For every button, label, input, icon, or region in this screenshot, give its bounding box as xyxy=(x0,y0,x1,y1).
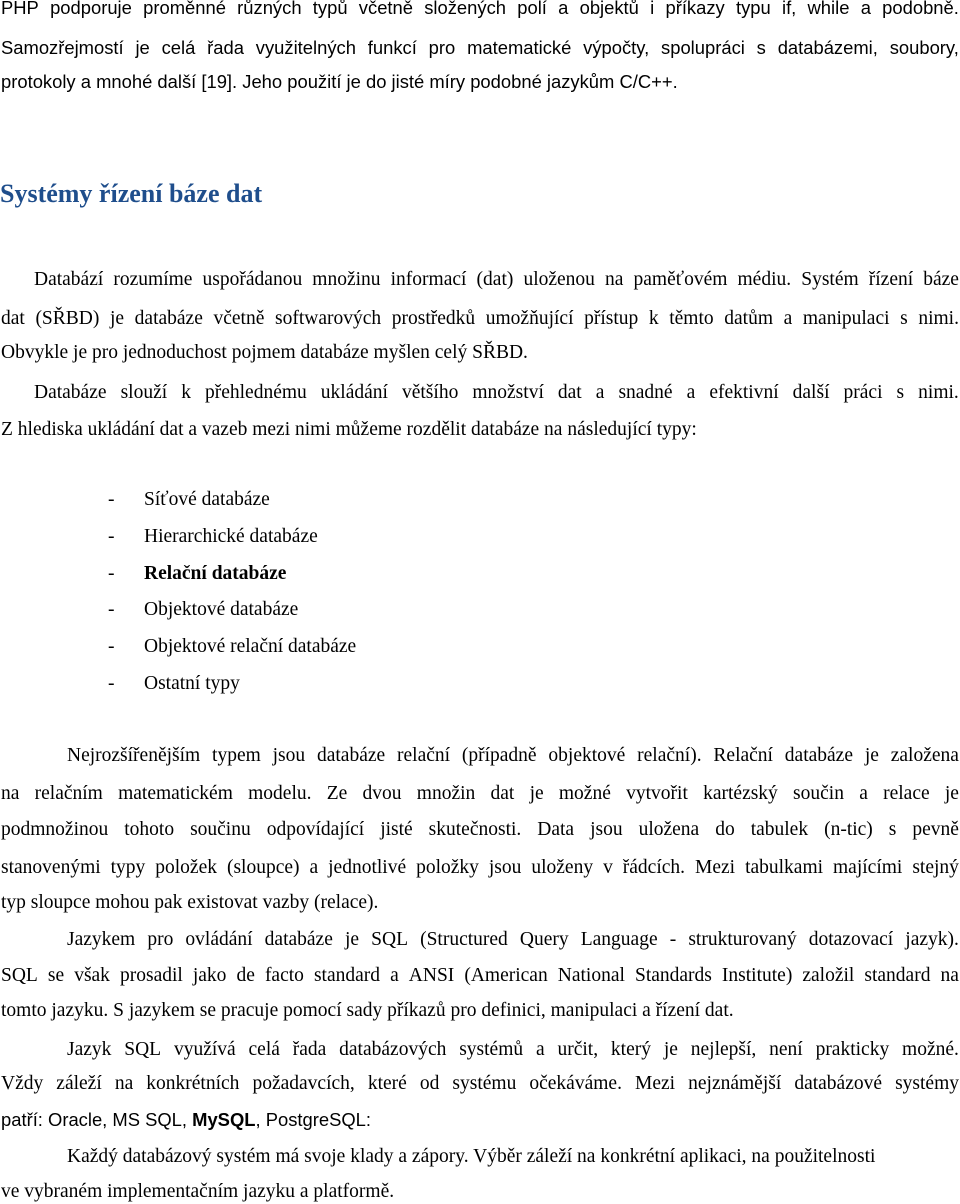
word: soubory, xyxy=(889,37,959,58)
word: očekáváme. xyxy=(529,1073,622,1094)
word: jsou xyxy=(272,745,306,766)
word: celá xyxy=(161,37,196,58)
para3-line-2 xyxy=(1,964,959,988)
word: Mezi xyxy=(635,1073,676,1094)
word: ukládání xyxy=(320,382,388,403)
para2-line-3 xyxy=(1,818,959,842)
word: prosadil xyxy=(119,965,183,986)
list-item-object xyxy=(108,598,298,622)
list-item-hierarchical xyxy=(108,525,318,549)
word: uspořádanou xyxy=(202,269,303,290)
word: relačním xyxy=(34,783,103,804)
word: záleží xyxy=(56,1073,102,1094)
para4-line-1 xyxy=(67,1038,959,1062)
word: tabulkami xyxy=(745,857,824,878)
word: není xyxy=(769,1039,803,1060)
list-item-relational xyxy=(108,562,286,586)
word: množinu xyxy=(312,269,381,290)
list-item-label: Objektové relační databáze xyxy=(144,636,357,657)
word: ANSI xyxy=(408,965,455,986)
word: jisté xyxy=(380,819,413,840)
word: stejný xyxy=(912,857,959,878)
word: datům xyxy=(724,308,774,329)
word: množství xyxy=(472,382,544,403)
word: využitelných xyxy=(255,37,356,58)
list-dash: - xyxy=(108,489,115,510)
word: databáze xyxy=(134,308,203,329)
word: systému xyxy=(452,1073,517,1094)
word: využívá xyxy=(173,1039,236,1060)
word: standard xyxy=(313,965,381,986)
list-dash: - xyxy=(108,673,115,694)
word: matematické xyxy=(467,37,572,58)
word: je xyxy=(344,929,360,950)
word: množin xyxy=(416,783,476,804)
word: objektové xyxy=(548,745,626,766)
list-item-other xyxy=(108,672,240,696)
word: těmto xyxy=(669,308,714,329)
para1-line-4 xyxy=(34,381,959,405)
word: systémy xyxy=(895,1073,959,1094)
word: vytvořit xyxy=(626,783,688,804)
word: Relační xyxy=(713,745,773,766)
word: (SŘBD) xyxy=(35,308,100,329)
word: položky xyxy=(416,857,479,878)
word: softwarových xyxy=(274,308,382,329)
word: požadavcích, xyxy=(252,1073,355,1094)
word: podporuje xyxy=(50,0,132,18)
word: (sloupce) xyxy=(226,857,300,878)
word: s xyxy=(900,308,908,329)
word: konkrétních xyxy=(146,1073,240,1094)
word: médiu. xyxy=(737,269,792,290)
para4-line-3 xyxy=(1,1108,959,1133)
word: - xyxy=(669,929,677,950)
word: je xyxy=(944,783,959,804)
word: SQL xyxy=(1,965,38,986)
word: (případně xyxy=(461,745,537,766)
word: matematickém xyxy=(118,783,233,804)
word: je xyxy=(529,783,544,804)
word: a xyxy=(558,0,569,18)
word: určit, xyxy=(557,1039,599,1060)
word: které xyxy=(367,1073,407,1094)
word: Data xyxy=(537,819,575,840)
word: typem xyxy=(212,745,261,766)
word: databázové xyxy=(794,1073,883,1094)
list-dash: - xyxy=(108,636,115,657)
word: příkazy xyxy=(665,0,725,18)
db-system-mysql: MySQL xyxy=(192,1109,256,1130)
word: (Structured xyxy=(420,929,508,950)
word: se xyxy=(47,965,65,986)
word: a xyxy=(390,965,399,986)
word: i xyxy=(650,0,655,18)
word: uloženou xyxy=(523,269,595,290)
word: pevně xyxy=(912,819,959,840)
word: Jazykem xyxy=(67,929,136,950)
para2-line-2 xyxy=(1,782,959,806)
list-item-object-relational xyxy=(108,635,356,659)
word: databáze xyxy=(316,745,386,766)
word: řada xyxy=(207,37,244,58)
word: včetně xyxy=(358,0,413,18)
word: databáze xyxy=(264,929,333,950)
intro-line-2 xyxy=(1,36,959,60)
word: spolupráci xyxy=(661,37,745,58)
word: přístup xyxy=(584,308,639,329)
word: s xyxy=(756,37,766,58)
intro-line-1 xyxy=(1,0,959,20)
word: informací xyxy=(390,269,467,290)
word: slouží xyxy=(120,382,168,403)
word: Ze xyxy=(326,783,348,804)
word: přehlednému xyxy=(204,382,307,403)
word: relační xyxy=(397,745,451,766)
word: majícími xyxy=(833,857,903,878)
list-item-label: Hierarchické databáze xyxy=(144,526,318,547)
para1-line-1 xyxy=(34,268,959,292)
word: tabulek xyxy=(750,819,809,840)
word: Databáze xyxy=(34,382,107,403)
word: a xyxy=(859,783,868,804)
word: Standards xyxy=(634,965,712,986)
word: Systém xyxy=(801,269,859,290)
word: založil xyxy=(802,965,855,986)
word: prostředků xyxy=(391,308,476,329)
word: podmnožinou xyxy=(1,819,109,840)
word: (dat) xyxy=(476,269,514,290)
word: různých xyxy=(237,0,302,18)
word: efektivní xyxy=(709,382,779,403)
word: řádcích. xyxy=(622,857,686,878)
word: výpočty, xyxy=(583,37,650,58)
word: dat xyxy=(557,382,582,403)
word: Institute) xyxy=(721,965,793,986)
word: a xyxy=(309,857,319,878)
word: strukturovaný xyxy=(688,929,797,950)
word: na xyxy=(114,1073,134,1094)
word: Query xyxy=(519,929,569,950)
word: databázemi, xyxy=(777,37,878,58)
word: relační). xyxy=(637,745,702,766)
word: a xyxy=(783,308,793,329)
word: řízení xyxy=(868,269,914,290)
word: Jazyk xyxy=(67,1039,112,1060)
word: podobně. xyxy=(882,0,959,18)
word: tohoto xyxy=(124,819,175,840)
word: k xyxy=(648,308,659,329)
word: funkcí xyxy=(367,37,417,58)
word: většího xyxy=(401,382,459,403)
word: typy xyxy=(110,857,146,878)
word: umožňující xyxy=(485,308,574,329)
word: je xyxy=(109,308,125,329)
word: k xyxy=(181,382,191,403)
para5-line-1: Každý databázový systém má svoje klady a zápory. Výběr záleží na konkrétní aplikaci, na použitelnosti xyxy=(67,1146,876,1167)
word: nejznámější xyxy=(688,1073,782,1094)
word: na xyxy=(1,783,20,804)
word: odpovídající xyxy=(266,819,365,840)
para5-line-2: ve vybraném implementačním jazyku a platformě. xyxy=(1,1181,395,1202)
word: však xyxy=(74,965,110,986)
word: SQL xyxy=(124,1039,162,1060)
word: je xyxy=(135,37,150,58)
word: systémů xyxy=(459,1039,524,1060)
section-heading: Systémy řízení báze dat xyxy=(0,179,263,208)
word: Mezi xyxy=(695,857,736,878)
word: práci xyxy=(843,382,883,403)
word: a xyxy=(860,0,871,18)
word: (n-tic) xyxy=(824,819,873,840)
word: s xyxy=(888,819,897,840)
word: rozumíme xyxy=(113,269,193,290)
word: dotazovací xyxy=(808,929,894,950)
list-item-network xyxy=(108,488,270,512)
word: kartézský xyxy=(703,783,778,804)
word: SQL xyxy=(371,929,408,950)
word: položek xyxy=(155,857,217,878)
word: if, xyxy=(781,0,797,18)
db-systems-prefix: patří: Oracle, MS SQL, xyxy=(1,1109,193,1130)
para2-line-4 xyxy=(1,856,959,880)
para4-line-2 xyxy=(1,1072,959,1096)
word: relace xyxy=(883,783,930,804)
word: Nejrozšířenějším xyxy=(67,745,201,766)
list-dash: - xyxy=(108,599,115,620)
word: součin xyxy=(793,783,844,804)
list-item-label: Síťové databáze xyxy=(144,489,270,510)
word: modelu. xyxy=(248,783,312,804)
word: paměťovém xyxy=(633,269,728,290)
word: polí xyxy=(517,0,547,18)
word: složených xyxy=(424,0,506,18)
word: Language xyxy=(580,929,658,950)
word: s xyxy=(896,382,905,403)
list-item-label: Ostatní typy xyxy=(144,673,240,694)
word: možné. xyxy=(902,1039,959,1060)
word: proměnné xyxy=(143,0,226,18)
word: nejlepší, xyxy=(690,1039,757,1060)
para2-line-5: typ sloupce mohou pak existovat vazby (relace). xyxy=(1,892,379,913)
word: součinu xyxy=(190,819,251,840)
word: jsou xyxy=(590,819,623,840)
word: jako xyxy=(192,965,227,986)
intro-line-3: protokoly a mnohé další [19]. Jeho použití je do jisté míry podobné jazykům C/C++. xyxy=(1,71,678,92)
word: který xyxy=(610,1039,651,1060)
para1-line-3: Obvykle je pro jednoduchost pojmem databáze myšlen celý SŘBD. xyxy=(1,342,528,363)
para3-line-3: tomto jazyku. S jazykem se pracuje pomocí sady příkazů pro definici, manipulaci a řízení dat. xyxy=(1,1000,734,1021)
word: pro xyxy=(428,37,456,58)
word: objektů xyxy=(579,0,639,18)
word: a xyxy=(535,1039,545,1060)
word: od xyxy=(419,1073,440,1094)
word: snadné xyxy=(618,382,673,403)
db-systems-suffix: , PostgreSQL: xyxy=(255,1109,371,1130)
word: a xyxy=(595,382,605,403)
word: manipulaci xyxy=(802,308,890,329)
word: prakticky xyxy=(815,1039,890,1060)
word: na xyxy=(605,269,624,290)
word: Vždy xyxy=(1,1073,44,1094)
word: jednotlivé xyxy=(328,857,407,878)
para1-line-2 xyxy=(1,307,959,331)
word: facto xyxy=(264,965,304,986)
word: PHP xyxy=(1,0,39,18)
word: je xyxy=(663,1039,678,1060)
word: while xyxy=(807,0,850,18)
word: uložena xyxy=(638,819,700,840)
word: skutečnosti. xyxy=(428,819,522,840)
word: a xyxy=(686,382,696,403)
word: dvou xyxy=(362,783,402,804)
word: dat xyxy=(490,783,515,804)
word: je xyxy=(864,745,879,766)
list-dash: - xyxy=(108,526,115,547)
word: možné xyxy=(558,783,611,804)
para3-line-1 xyxy=(67,928,959,952)
word: typů xyxy=(312,0,348,18)
list-item-label: Relační databáze xyxy=(144,563,287,584)
word: včetně xyxy=(213,308,265,329)
list-dash: - xyxy=(108,563,115,584)
word: v xyxy=(603,857,613,878)
word: nimi. xyxy=(918,382,959,403)
para2-line-1 xyxy=(67,744,959,768)
word: řada xyxy=(292,1039,327,1060)
word: (American xyxy=(464,965,548,986)
word: celá xyxy=(248,1039,280,1060)
word: ovládání xyxy=(185,929,253,950)
word: uloženy xyxy=(531,857,594,878)
word: jazyk). xyxy=(905,929,959,950)
word: stanovenými xyxy=(1,857,101,878)
word: standard xyxy=(864,965,931,986)
word: báze xyxy=(923,269,959,290)
word: nimi. xyxy=(918,308,959,329)
word: jsou xyxy=(488,857,522,878)
word: databázových xyxy=(339,1039,447,1060)
word: dat xyxy=(1,308,25,329)
word: založena xyxy=(890,745,959,766)
word: Databází xyxy=(34,269,104,290)
word: pro xyxy=(147,929,174,950)
word: National xyxy=(557,965,625,986)
word: do xyxy=(715,819,735,840)
word: Samozřejmostí xyxy=(1,37,124,58)
list-item-label: Objektové databáze xyxy=(144,599,299,620)
word: na xyxy=(940,965,959,986)
word: další xyxy=(792,382,830,403)
word: databáze xyxy=(784,745,853,766)
para1-line-5: Z hlediska ukládání dat a vazeb mezi nimi můžeme rozdělit databáze na následující typy: xyxy=(1,419,697,440)
word: de xyxy=(236,965,255,986)
word: typu xyxy=(735,0,771,18)
